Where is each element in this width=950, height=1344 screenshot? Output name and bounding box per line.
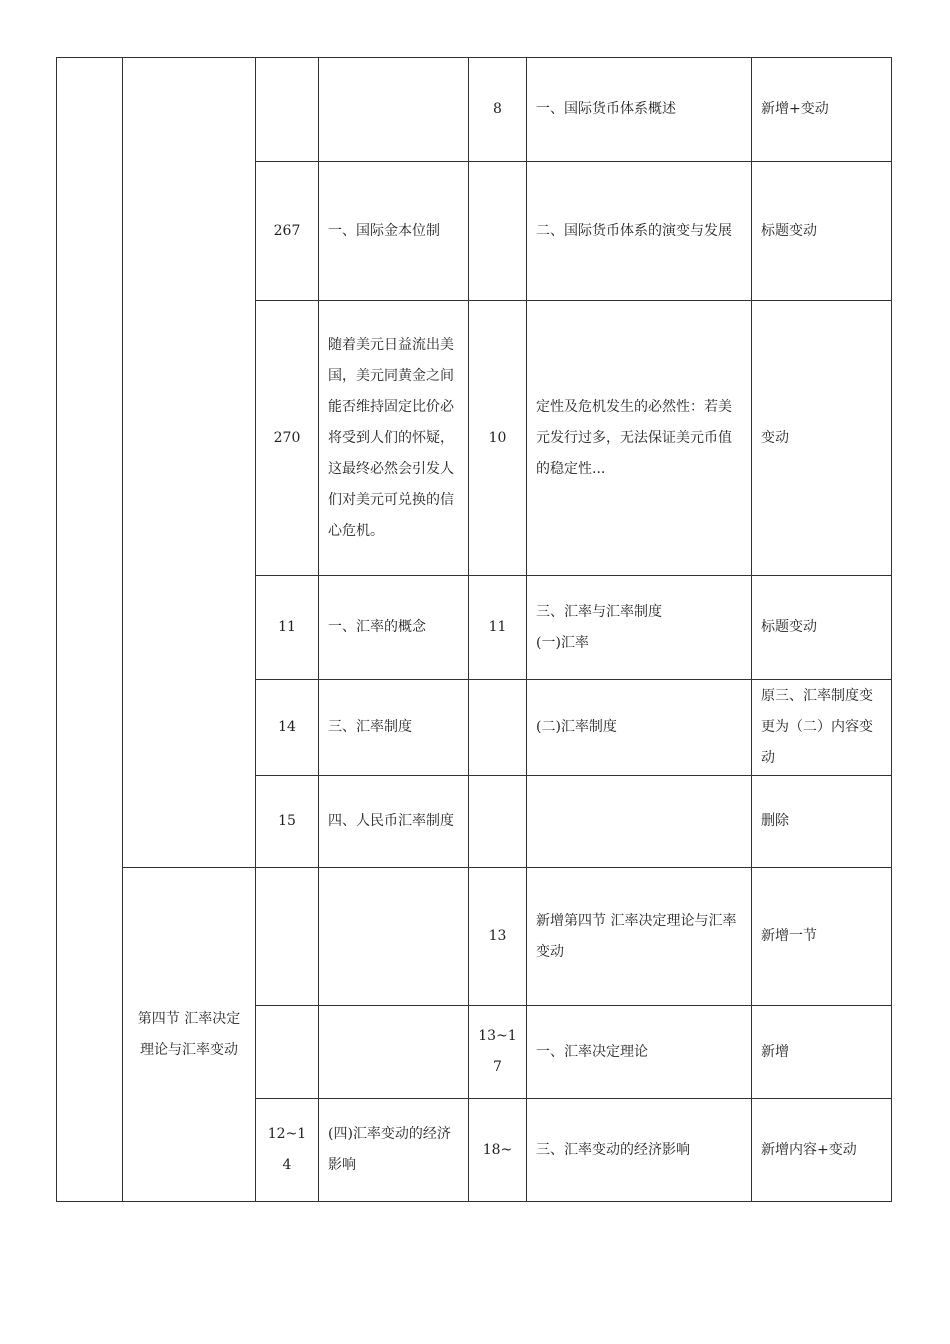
old-page-cell: 12~14: [256, 1099, 319, 1202]
remark-cell: 新增+变动: [752, 58, 892, 162]
new-page-cell: 8: [469, 58, 527, 162]
new-content-cell: 三、汇率与汇率制度 (一)汇率: [527, 576, 752, 680]
new-content-cell: 定性及危机发生的必然性：若美元发行过多，无法保证美元币值的稳定性...: [527, 301, 752, 576]
new-page-cell: 13~17: [469, 1006, 527, 1099]
old-content-cell: (四)汇率变动的经济影响: [319, 1099, 469, 1202]
old-page-cell: [256, 868, 319, 1006]
old-content-cell: [319, 58, 469, 162]
new-page-cell: 13: [469, 868, 527, 1006]
old-content-cell: 随着美元日益流出美国，美元同黄金之间能否维持固定比价必将受到人们的怀疑，这最终必然会引发人们对美元可兑换的信心危机。: [319, 301, 469, 576]
remark-cell: 新增内容+变动: [752, 1099, 892, 1202]
chapter-cell: [57, 58, 123, 1202]
new-page-cell: 10: [469, 301, 527, 576]
new-content-cell: (二)汇率制度: [527, 680, 752, 776]
old-content-cell: 一、国际金本位制: [319, 162, 469, 301]
remark-cell: 标题变动: [752, 162, 892, 301]
new-content-cell: 二、国际货币体系的演变与发展: [527, 162, 752, 301]
old-page-cell: 15: [256, 776, 319, 868]
new-page-cell: 11: [469, 576, 527, 680]
old-content-cell: 一、汇率的概念: [319, 576, 469, 680]
section-title-cell: 第四节 汇率决定理论与汇率变动: [123, 868, 256, 1202]
remark-cell: 新增: [752, 1006, 892, 1099]
new-content-cell: 三、汇率变动的经济影响: [527, 1099, 752, 1202]
table-row: [57, 58, 892, 162]
old-page-cell: 14: [256, 680, 319, 776]
new-page-cell: [469, 776, 527, 868]
change-table: [56, 57, 892, 1202]
section-cell-blank: [123, 58, 256, 868]
new-content-cell: 一、汇率决定理论: [527, 1006, 752, 1099]
new-content-cell: 新增第四节 汇率决定理论与汇率变动: [527, 868, 752, 1006]
remark-cell: 删除: [752, 776, 892, 868]
new-content-cell: [527, 776, 752, 868]
old-page-cell: [256, 58, 319, 162]
remark-cell: 标题变动: [752, 576, 892, 680]
table-row: [57, 868, 892, 1006]
remark-cell: 原三、汇率制度变更为（二）内容变动: [752, 680, 892, 776]
remark-cell: 新增一节: [752, 868, 892, 1006]
old-page-cell: 270: [256, 301, 319, 576]
remark-cell: 变动: [752, 301, 892, 576]
old-page-cell: [256, 1006, 319, 1099]
new-page-cell: 18~: [469, 1099, 527, 1202]
old-content-cell: 三、汇率制度: [319, 680, 469, 776]
new-content-cell: 一、国际货币体系概述: [527, 58, 752, 162]
old-page-cell: 11: [256, 576, 319, 680]
old-page-cell: 267: [256, 162, 319, 301]
new-page-cell: [469, 162, 527, 301]
old-content-cell: 四、人民币汇率制度: [319, 776, 469, 868]
new-page-cell: [469, 680, 527, 776]
old-content-cell: [319, 868, 469, 1006]
old-content-cell: [319, 1006, 469, 1099]
